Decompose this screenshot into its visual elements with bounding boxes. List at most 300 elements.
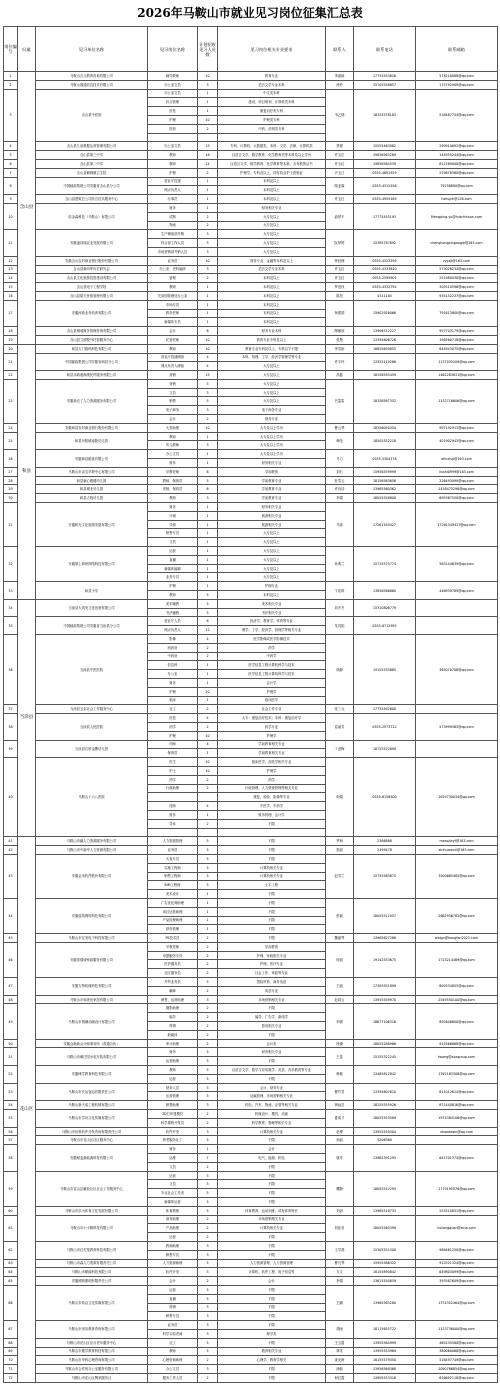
contact-name: 刘佳音: [326, 1215, 354, 1241]
unit-name: 含山县第二中学: [36, 159, 148, 168]
table-row: [4, 1145, 498, 1154]
post-name: 幼师: [148, 740, 198, 749]
post-requirement: 财务相关专业: [218, 1048, 326, 1057]
contact-name: 蔡俊: [326, 142, 354, 151]
row-number: 31: [4, 503, 18, 547]
post-requirement: 财务专业、金融等本科及以上: [218, 256, 326, 265]
row-number: 65: [4, 1277, 18, 1286]
post-name: BIM工程师: [148, 881, 198, 890]
post-requirement: 运输管理、市场营销相关专业: [218, 1092, 326, 1101]
contact-phone: 19155535885: [354, 635, 416, 705]
post-requirement: 大专及以上: [218, 564, 326, 573]
post-count: 2: [198, 168, 218, 177]
post-requirement: 财务专业本科: [218, 327, 326, 336]
post-name: 实施工程师: [148, 863, 198, 872]
post-name: 物流: [148, 221, 198, 230]
table-row: [4, 1373, 498, 1382]
post-name: 影像: [148, 635, 198, 644]
post-requirement: 大专及以上: [218, 212, 326, 221]
post-requirement: 财务相关专业: [218, 203, 326, 212]
contact-name: 卞佳琪: [326, 582, 354, 600]
post-count: 5: [198, 379, 218, 388]
contact-phone: 13395606726: [354, 335, 416, 344]
unit-name: 和县小学: [36, 582, 148, 600]
unit-name: 马鞍山市花山区应月老年服务中心: [36, 1338, 148, 1347]
row-number: 14: [4, 274, 18, 283]
contact-name: 赵博: [326, 1127, 354, 1136]
contact-phone: 18156595459: [354, 371, 416, 380]
post-count: 5: [198, 837, 218, 846]
unit-name: 马鞍山市优科软件开发咨询有限责任公司: [36, 1127, 148, 1136]
post-name: 药学: [148, 722, 198, 731]
post-count: 2: [198, 1162, 218, 1171]
unit-name: 马鞍山市颐庄园水电安装有限公司: [36, 1048, 148, 1066]
table-row: [4, 1277, 498, 1286]
contact-email: 925566868@qq.com: [416, 1039, 498, 1048]
contact-name: 钟经理: [326, 256, 354, 265]
unit-name: 安徽和县粮食有限公司: [36, 450, 148, 468]
post-name: 教师: [148, 159, 198, 168]
contact-name: 曹竹君: [326, 1083, 354, 1101]
unit-name: 和县历阳镇南陵幼儿园: [36, 432, 148, 450]
header-num: 计划招收见习人员数: [198, 27, 218, 72]
contact-phone: 15956559999: [354, 467, 416, 476]
unit-name: 马鞍山市合作苑办公室服务有限公司: [36, 1365, 148, 1374]
post-name: 会计: [148, 327, 198, 336]
post-count: 2: [198, 819, 218, 828]
row-number: 43: [4, 854, 18, 898]
table-row: [4, 547, 498, 556]
post-name: 广告优化师助理: [148, 898, 198, 907]
row-number: 33: [4, 582, 18, 600]
contact-phone: 18155579350: [354, 1356, 416, 1365]
row-number: 38: [4, 714, 18, 740]
region-cell: 花山区: [18, 837, 36, 1382]
post-requirement: 大专及以上: [218, 247, 326, 256]
post-requirement: 药学专业: [218, 722, 326, 731]
post-requirement: 护理学: [218, 731, 326, 740]
post-name: 技师: [148, 802, 198, 811]
row-number: 52: [4, 1066, 18, 1084]
post-requirement: 美术相关专业: [218, 599, 326, 608]
post-count: 5: [198, 1171, 218, 1180]
contact-name: 黄灿芸: [326, 1101, 354, 1110]
post-count: 10: [198, 72, 218, 81]
header-unit: 见习单位名称: [36, 27, 148, 72]
post-count: 2: [198, 221, 218, 230]
post-requirement: 计算机相关专业: [218, 1127, 326, 1136]
contact-email: 226493099@qq.com: [416, 476, 498, 485]
post-count: 2: [198, 1004, 218, 1013]
contact-name: 赵叔云: [326, 995, 354, 1004]
contact-email: 809334855@qq.com: [416, 978, 498, 996]
post-requirement: 护理学: [218, 687, 326, 696]
post-name: 教师: [148, 283, 198, 292]
post-requirement: 大专及以上学历: [218, 423, 326, 432]
contact-name: 赵雪兰: [326, 854, 354, 898]
post-name: 导诊: [148, 819, 198, 828]
unit-name: 含山县铜城财务管理咨询有限公司: [36, 327, 148, 336]
post-count: 3: [198, 1321, 218, 1330]
contact-email: 641701374@qq.com: [416, 1145, 498, 1171]
post-count: 1: [198, 907, 218, 916]
post-name: 人力资源助理: [148, 1259, 198, 1268]
post-name: 营业厅投递: [148, 177, 198, 186]
post-count: 1: [198, 503, 218, 512]
contact-phone: 2366868: [354, 837, 416, 846]
post-name: 网点负责人储备: [148, 362, 198, 371]
post-count: [198, 133, 218, 142]
post-requirement: 大专及以上: [218, 239, 326, 248]
post-requirement: 学前教育相关专业: [218, 749, 326, 758]
unit-name: 马鞍山市来乐教育咨询有限公司: [36, 1321, 148, 1339]
table-row: [4, 476, 498, 485]
unit-name: 哈金森科技（马鞍山）有限公司: [36, 203, 148, 229]
post-name: 西药房: [148, 643, 198, 652]
row-number: 7: [4, 168, 18, 177]
post-requirement: 土木工程: [218, 881, 326, 890]
post-name: 直播: [148, 1294, 198, 1303]
contact-name: 马赛: [326, 503, 354, 547]
contact-phone: 17775455193: [354, 203, 416, 229]
contact-phone: 13965627266: [354, 934, 416, 943]
contact-email: 573999365@qq.com: [416, 714, 498, 740]
post-name: 美术辅教: [148, 599, 198, 608]
post-name: 营销: [148, 371, 198, 380]
contact-name: 王丽: [326, 978, 354, 996]
post-count: 2: [198, 274, 218, 283]
unit-name: 含山县新四军历史研究会: [36, 265, 148, 274]
post-requirement: 护理专业: [218, 582, 326, 591]
post-count: 5: [198, 599, 218, 608]
contact-email: 997192913@qq.com: [416, 423, 498, 432]
row-number: 4: [4, 142, 18, 151]
post-count: 2: [198, 1356, 218, 1365]
post-count: 2: [198, 415, 218, 424]
contact-name: 林雪: [326, 1347, 354, 1356]
post-requirement: 不限: [218, 854, 326, 863]
post-name: 营销: [148, 379, 198, 388]
contact-phone: 0555-4333610: [354, 265, 416, 274]
post-requirement: 会计学: [218, 678, 326, 687]
contact-email: 229878360@qq.com: [416, 168, 498, 177]
table-row: [4, 1206, 498, 1215]
post-count: [198, 828, 218, 837]
post-requirement: 社会工作、家政等专业: [218, 969, 326, 978]
post-count: 2: [198, 1277, 218, 1286]
post-count: 2: [198, 1373, 218, 1382]
post-count: 2: [198, 960, 218, 969]
contact-name: 霍成才: [326, 1110, 354, 1128]
unit-name: 含山县铜闸镇卫生院: [36, 168, 148, 177]
post-count: 5: [198, 846, 218, 855]
contact-name: 孙典兰: [326, 547, 354, 582]
table-row: [4, 265, 498, 274]
contact-email: twang@sxxgroup.com: [416, 1048, 498, 1066]
contact-phone: 13905553318: [354, 1373, 416, 1382]
row-number: 67: [4, 1321, 18, 1339]
contact-phone: 13485812842: [354, 1066, 416, 1084]
post-name: 医护服务员: [148, 960, 198, 969]
post-name: 药学: [148, 775, 198, 784]
post-requirement: 编导、广告学、新闻学: [218, 1013, 326, 1022]
contact-name: 张颖: [326, 898, 354, 933]
post-count: 1: [198, 564, 218, 573]
post-count: 3: [198, 1127, 218, 1136]
unit-name: 马鞍山市赋能科技有限公司: [36, 1268, 148, 1277]
contact-name: 吕雷雷: [326, 379, 354, 423]
contact-phone: 0555-5304178: [354, 450, 416, 468]
contact-email: 393587609@qq.com: [416, 1277, 498, 1286]
contact-email: liuliangquan@sina.com: [416, 1215, 498, 1241]
post-name: 护理: [148, 168, 198, 177]
row-number: 53: [4, 1083, 18, 1101]
contact-email: 251980030@qq.com: [416, 274, 498, 283]
post-requirement: 不限: [218, 1294, 326, 1303]
post-name: 教师、保育员: [148, 476, 198, 485]
post-requirement: 护理、家政相关专业: [218, 951, 326, 960]
post-requirement: 大专及以上学历: [218, 432, 326, 441]
row-number: 56: [4, 1127, 18, 1136]
table-row: [4, 617, 498, 626]
unit-name: 马鞍山市图潮动画设计有限公司: [36, 1004, 148, 1039]
unit-name: 含山县九泉数据运营管理有限公司: [36, 142, 148, 151]
post-requirement: 会计: [218, 1277, 326, 1286]
row-number: 58: [4, 1145, 18, 1171]
post-count: 10: [198, 115, 218, 124]
post-count: 15: [198, 142, 218, 151]
post-requirement: 中医学、中药学: [218, 802, 326, 811]
post-requirement: 不限: [218, 1338, 326, 1347]
contact-phone: 13395607810: [354, 1083, 416, 1101]
contact-email: zyyzjt@163.com: [416, 256, 498, 265]
contact-email: 583144839@qq.com: [416, 547, 498, 582]
post-requirement: 机电、汽车、物流、企管等相关专业: [218, 1101, 326, 1110]
unit-name: 马鞍山市森人力资源有限责任公司: [36, 1259, 148, 1268]
header-no: 岗位编号: [4, 27, 18, 72]
contact-phone: 17755553816: [354, 72, 416, 81]
unit-name: 马鞍山市华科心理咨询有限公司: [36, 1356, 148, 1365]
contact-email: liushi0999@163.com: [416, 467, 498, 476]
contact-email: 1374352464@qq.com: [416, 1285, 498, 1320]
contact-email: 365070706@qq.com: [416, 635, 498, 705]
post-requirement: 教育相关专业: [218, 1347, 326, 1356]
post-count: 1: [198, 529, 218, 538]
table-row: [4, 837, 498, 846]
row-number: 46: [4, 942, 18, 977]
contact-name: 徐丽: [326, 1365, 354, 1374]
post-name: 销售助理: [148, 1101, 198, 1110]
post-name: 运营管理: [148, 1092, 198, 1101]
post-requirement: [218, 828, 326, 837]
post-name: 办公文员: [148, 1365, 198, 1374]
contact-phone: 18755522690: [354, 740, 416, 758]
post-count: 1: [198, 107, 218, 116]
post-count: 2: [198, 951, 218, 960]
contact-email: 871440816@qq.com: [416, 1101, 498, 1110]
contact-email: 935152237@qq.com: [416, 291, 498, 300]
row-number: 34: [4, 599, 18, 617]
unit-name: 安徽蓝筑网络科技有限公司: [36, 898, 148, 933]
contact-email: weign@hongfan2021.com: [416, 934, 498, 943]
post-count: 1: [198, 89, 218, 98]
post-count: 6: [198, 327, 218, 336]
contact-name: 许玉庄: [326, 151, 354, 160]
post-count: 1: [198, 898, 218, 907]
contact-name: 许玉红: [326, 274, 354, 283]
post-requirement: 行政管理、人力资源管理等相关专业: [218, 784, 326, 793]
post-name: [148, 828, 198, 837]
contact-email: 912521324@qq.com: [416, 1259, 498, 1268]
row-number: 37: [4, 705, 18, 714]
post-count: 1: [198, 925, 218, 934]
contact-email: 616692118@qq.com: [416, 1373, 498, 1382]
contact-phone: 0555-4312556: [354, 177, 416, 195]
row-number: 23: [4, 379, 18, 423]
post-requirement: 大专：康复治疗技术；本科：康复治疗学: [218, 714, 326, 723]
post-name: 销售专员: [148, 1312, 198, 1321]
post-name: 综合管理: [148, 98, 198, 107]
row-number: 45: [4, 934, 18, 943]
row-number: 10: [4, 203, 18, 229]
unit-name: 当涂县五彩社会工作服务中心: [36, 705, 148, 714]
post-requirement: 不限: [218, 1365, 326, 1374]
contact-phone: 0555-4691929: [354, 168, 416, 177]
contact-phone: 15555463082: [354, 142, 416, 151]
table-row: [4, 1321, 498, 1330]
row-number: 3: [4, 89, 18, 142]
table-row: [4, 283, 498, 292]
contact-phone: 15720806779: [354, 599, 416, 617]
unit-name: 和县天门数码科技有限公司: [36, 344, 148, 353]
post-count: 10: [198, 758, 218, 767]
post-name: 美术设计: [148, 890, 198, 899]
post-count: 1: [198, 547, 218, 556]
post-count: 5: [198, 872, 218, 881]
row-number: 62: [4, 1241, 18, 1259]
contact-name: 马力: [326, 450, 354, 468]
table-row: [4, 846, 498, 855]
post-name: 文员: [148, 1162, 198, 1171]
row-number: 21: [4, 353, 18, 371]
row-number: 49: [4, 1004, 18, 1039]
contact-email: 892648600@qq.com: [416, 1004, 498, 1039]
post-requirement: 计算机相关专业: [218, 1224, 326, 1233]
post-count: 5: [198, 397, 218, 406]
contact-email: 380060068@qq.com: [416, 1347, 498, 1356]
post-name: 翻译: [148, 986, 198, 995]
header-phone: 联系电话: [354, 27, 416, 72]
post-name: 教师: [148, 494, 198, 503]
post-requirement: 不限: [218, 898, 326, 907]
post-name: 教师: [148, 432, 198, 441]
post-requirement: 本科及以上: [218, 195, 326, 204]
post-name: 产品经理助理: [148, 916, 198, 925]
table-row: [4, 1083, 498, 1092]
row-number: 32: [4, 547, 18, 582]
unit-name: 含山县文化旅游投资建设有限公司: [36, 274, 148, 283]
contact-name: 李娟: [326, 1277, 354, 1286]
unit-name: 马鞍山市小小鹤科技有限公司: [36, 1215, 148, 1241]
contact-name: 方文: [326, 1268, 354, 1277]
contact-name: 王星: [326, 1048, 354, 1066]
post-count: 3: [198, 1250, 218, 1259]
unit-name: 马鞍山市乐为体育文化发展有限公司: [36, 1206, 148, 1215]
post-requirement: 影视相关专业: [218, 1022, 326, 1031]
contact-name: 曹云琴: [326, 423, 354, 432]
table-row: [4, 503, 498, 512]
row-number: 70: [4, 1356, 18, 1365]
contact-phone: 13856566860: [354, 582, 416, 600]
post-requirement: 不限: [218, 1030, 326, 1039]
contact-name: 罗海: [326, 837, 354, 846]
post-count: 2: [198, 643, 218, 652]
post-requirement: 不限: [218, 925, 326, 934]
row-number: 29: [4, 485, 18, 494]
post-requirement: 不限: [218, 1171, 326, 1180]
contact-name: 张慧: [326, 335, 354, 344]
contact-name: 何瑶: [326, 942, 354, 977]
row-number: 26: [4, 450, 18, 468]
table-row: [4, 1004, 498, 1013]
post-requirement: 英语专业: [218, 986, 326, 995]
contact-name: 陈亚霖: [326, 177, 354, 195]
post-name: 母婴服务专员: [148, 951, 198, 960]
table-row: [4, 159, 498, 168]
post-requirement: 本科及以上: [218, 591, 326, 600]
post-count: 2: [198, 1224, 218, 1233]
post-name: [148, 133, 198, 142]
post-count: 1: [198, 678, 218, 687]
post-name: 软件开发: [148, 1268, 198, 1277]
row-number: 36: [4, 635, 18, 705]
post-count: 15: [198, 371, 218, 380]
contact-phone: 15902926066: [354, 300, 416, 326]
post-name: 销售专员: [148, 1250, 198, 1259]
row-number: 54: [4, 1101, 18, 1110]
contact-email: 1123736000@qq.com: [416, 1321, 498, 1339]
post-count: 2: [198, 1013, 218, 1022]
contact-email: 1137035209@qq.com: [416, 353, 498, 371]
row-number: 69: [4, 1347, 18, 1356]
post-count: 2: [198, 986, 218, 995]
region-cell: 含山县: [18, 72, 36, 345]
contact-email: 516497749@qq.com: [416, 1356, 498, 1365]
post-count: 1: [198, 432, 218, 441]
header-row: [4, 27, 498, 72]
unit-name: 安徽赋麦新能源科技有限公司: [36, 1145, 148, 1171]
table-row: [4, 423, 498, 432]
contact-phone: 18155890842: [354, 1268, 416, 1277]
post-name: 剪辑: [148, 1022, 198, 1031]
contact-email: [416, 740, 498, 758]
post-requirement: 康复、检验、影像等专业: [218, 793, 326, 802]
post-requirement: 建设、项目规划、计算机类本科: [218, 98, 326, 107]
contact-name: 曹凡琴: [326, 1259, 354, 1268]
job-table: [3, 26, 498, 1383]
post-count: 1: [198, 538, 218, 547]
post-name: 运营助理: [148, 1057, 198, 1066]
table-row: [4, 582, 498, 591]
post-requirement: 教育专业专科及以上、专科以下不限: [218, 344, 326, 353]
contact-name: 许诗诗: [326, 485, 354, 494]
contact-name: 许玉红: [326, 195, 354, 204]
contact-email: 1713214489@qq.com: [416, 942, 498, 977]
post-requirement: 会计、财务专业: [218, 1083, 326, 1092]
contact-email: [416, 599, 498, 617]
row-number: 55: [4, 1110, 18, 1128]
post-requirement: 大专及以上: [218, 547, 326, 556]
